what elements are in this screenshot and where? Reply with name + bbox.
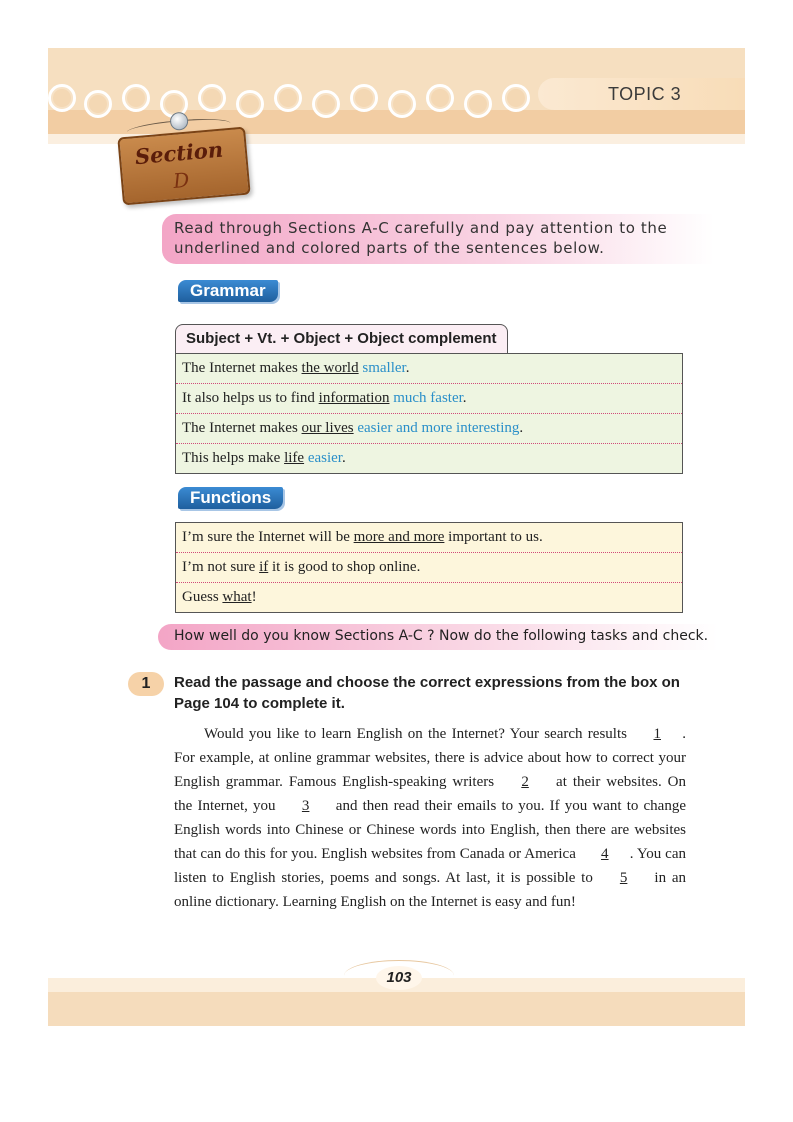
ring-icon [312,90,340,118]
intro-text: Read through Sections A-C carefully and pay attention to the underlined and colored parts of the sentences below. [174,219,668,257]
row-colored: easier [307,450,342,466]
row-text: It also helps us to find [182,390,319,406]
topic-label: TOPIC 3 [608,84,682,104]
page-number: 103 [376,966,422,990]
decorative-rings [48,76,598,116]
ring-icon [388,90,416,118]
grammar-table [175,353,683,474]
row-end: . [519,420,524,436]
row-end: it is good to shop online. [268,559,421,575]
functions-row [176,523,682,553]
row-underlined: what [222,589,252,605]
row-end: . [462,390,467,406]
check-text: How well do you know Sections A-C ? Now do the following tasks and check. [174,628,709,644]
row-colored: much faster [393,390,463,406]
grammar-row [176,384,682,414]
badge-letter: D [172,167,191,193]
header-band [48,48,745,134]
blank-3: 3 [301,798,310,814]
passage-text: . For example, at online grammar websites, there is advice about how to correct your English grammar. Famous English-speaking writers [174,726,686,790]
badge-word: Section [133,136,225,170]
row-underlined: if [259,559,269,575]
ring-icon [464,90,492,118]
ring-icon [350,84,378,112]
grammar-pattern: Subject + Vt. + Object + Object complement [175,324,508,353]
task-title: Read the passage and choose the correct expressions from the box on Page 104 to complete it. [174,674,680,712]
ring-icon [236,90,264,118]
functions-row [176,583,682,612]
row-colored: smaller [362,360,406,376]
row-end: . [405,360,410,376]
functions-tag: Functions [178,487,283,509]
row-end: . [341,450,346,466]
grammar-row [176,444,682,473]
grammar-row [176,414,682,444]
blank-4: 4 [601,846,609,862]
row-text: Guess [182,589,223,605]
ring-icon [122,84,150,112]
row-underlined: the world [301,360,359,376]
row-underlined: more and more [353,529,445,545]
passage-text: and then read their emails to you. If you want to change English words into Chinese or Chinese words into English, then there are websites that can do this for you. English websites from Canada or America [174,798,686,862]
ring-icon [426,84,454,112]
blank-2: 2 [521,774,529,790]
ring-icon [84,90,112,118]
ring-icon [502,84,530,112]
row-text: I’m not sure [182,559,260,575]
row-underlined: information [318,390,390,406]
row-text: The Internet makes [182,420,302,436]
ring-icon [274,84,302,112]
row-colored: easier and more interesting [357,420,520,436]
row-underlined: life [284,450,305,466]
functions-table [175,522,683,613]
row-end: ! [251,589,257,605]
section-badge [117,127,250,206]
task-number: 1 [128,672,164,696]
row-text: I’m sure the Internet will be [182,529,354,545]
ring-icon [198,84,226,112]
row-end: important to us. [444,529,543,545]
textbook-page [48,48,745,1026]
blank-5: 5 [619,870,628,886]
blank-1: 1 [653,726,661,742]
row-text: This helps make [182,450,285,466]
functions-row [176,553,682,583]
passage-text: Would you like to learn English on the Internet? Your search results [204,726,633,742]
grammar-row [176,354,682,384]
passage [174,722,686,914]
passage-text: . You can listen to English stories, poems and songs. At last, it is possible to [174,846,686,886]
ring-icon [48,84,76,112]
passage-text: in an online dictionary. Learning English on the Internet is easy and fun! [174,870,686,910]
row-underlined: our lives [301,420,354,436]
row-text: The Internet makes [182,360,302,376]
passage-text: at their websites. On the Internet, you [174,774,686,814]
grammar-tag: Grammar [178,280,278,302]
